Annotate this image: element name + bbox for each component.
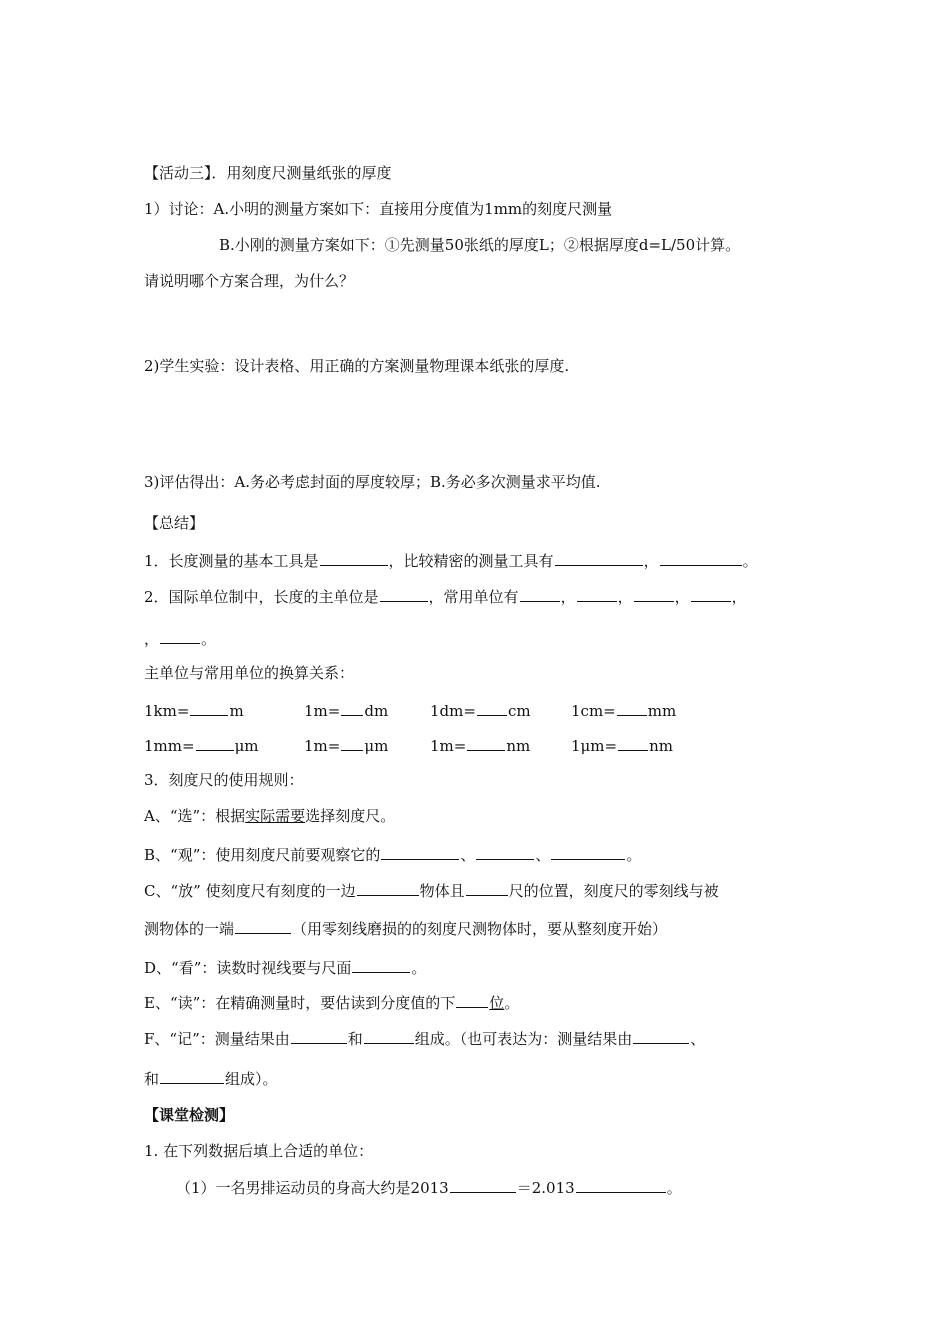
activity3-title: 【活动三】．用刻度尺测量纸张的厚度 [144,164,392,182]
blank-field[interactable] [476,843,534,860]
blank-field[interactable] [235,917,291,934]
activity3-q2: 2)学生实验：设计表格、用正确的方案测量物理课本纸张的厚度. [144,357,570,375]
blank-field[interactable] [357,879,419,896]
rule-text: 组成。（也可表达为：测量结果由 [414,1030,633,1048]
rule-text: D、“看”：读数时视线要与尺面 [144,959,352,977]
rule-text: 选择刻度尺。 [305,807,396,825]
conv-unit: μm [364,737,389,755]
blank-field[interactable] [576,1176,666,1193]
blank-field[interactable] [617,699,647,716]
blank-field[interactable] [291,1027,347,1044]
blank-field[interactable] [456,991,488,1008]
conv-text: 1km= [144,702,190,720]
rule-a [144,806,395,826]
rule-e [144,991,519,1013]
conversion-title: 主单位与常用单位的换算关系： [144,664,355,682]
rule-text: B、“观”：使用刻度尺前要观察它的 [144,846,381,864]
blank-field[interactable] [341,699,363,716]
conv-text: 1m= [304,737,341,755]
blank-field[interactable] [341,734,363,751]
question-text: ＝2.013 [516,1179,575,1197]
conv-unit: mm [647,702,677,720]
period: 。 [666,1179,682,1197]
conversion-m-dm [304,699,388,721]
blank-field[interactable] [450,1176,516,1193]
summary-item-2-text: ，常用单位有 [428,588,519,606]
blank-field[interactable] [364,1027,414,1044]
period: 。 [504,994,520,1012]
activity3-q1: 1）讨论：A.小明的测量方案如下：直接用分度值为1mm的刻度尺测量 [144,200,613,218]
conv-text: 1μm= [571,737,618,755]
rule-text: （用零刻线磨损的的刻度尺测物体时，要从整刻度开始） [292,920,668,938]
summary-item-2-text: 2．国际单位制中，长度的主单位是 [144,588,379,606]
blank-field[interactable] [196,734,234,751]
period: 。 [411,959,427,977]
conv-unit: nm [649,737,673,755]
conv-unit: cm [507,702,531,720]
question-text: （1）一名男排运动员的身高大约是2013 [176,1179,449,1197]
summary-item-1 [144,549,758,571]
blank-field[interactable] [477,699,507,716]
blank-field[interactable] [691,585,731,602]
conv-unit: dm [364,702,389,720]
rule-text: 测物体的一端 [144,920,235,938]
separator: 、 [535,846,551,864]
rule-f [144,1027,705,1049]
activity3-q1-b: B.小刚的测量方案如下：①先测量50张纸的厚度L；②根据厚度d=L/50计算。 [219,236,741,254]
blank-field[interactable] [634,585,674,602]
blank-field[interactable] [352,956,410,973]
conversion-dm-cm [430,699,531,721]
conversion-cm-mm [571,699,676,721]
blank-field[interactable] [190,699,228,716]
summary-item-1-text: ， [643,552,659,570]
blank-field[interactable] [381,843,459,860]
comma: ， [144,630,160,648]
conversion-m-um [304,734,388,756]
blank-field[interactable] [618,734,648,751]
rule-underlined: 实际需要 [245,807,306,825]
check-q1-1 [176,1176,682,1198]
blank-field[interactable] [160,627,200,644]
rule-d [144,956,426,978]
separator: 、 [690,1030,706,1048]
blank-field[interactable] [320,549,388,566]
activity3-q3: 3)评估得出：A.务必考虑封面的厚度较厚；B.务必多次测量求平均值. [144,473,601,491]
rule-text: 和 [347,1030,363,1048]
conv-text: 1cm= [571,702,616,720]
summary-title: 【总结】 [144,514,205,532]
comma: ， [617,588,633,606]
conversion-um-nm [571,734,673,756]
comma: ， [560,588,576,606]
rule-text: 物体且 [419,882,465,900]
blank-field[interactable] [160,1067,224,1084]
rule-b [144,843,641,865]
rule-text: F、“记”：测量结果由 [144,1030,290,1048]
summary-item-1-text: ，比较精密的测量工具有 [388,552,554,570]
conv-text: 1m= [430,737,467,755]
blank-field[interactable] [467,734,505,751]
conv-text: 1mm= [144,737,195,755]
rule-c-cont [144,917,667,939]
rule-text: 和 [144,1070,160,1088]
comma: ， [674,588,690,606]
rule-underlined: 位 [489,994,505,1012]
rule-text: 尺的位置，刻度尺的零刻线与被 [508,882,719,900]
activity3-q1-prompt: 请说明哪个方案合理，为什么？ [144,272,355,290]
conv-text: 1m= [304,702,341,720]
conv-unit: m [229,702,244,720]
summary-item-1-text: 1．长度测量的基本工具是 [144,552,319,570]
conv-text: 1dm= [430,702,476,720]
blank-field[interactable] [555,549,643,566]
period: 。 [201,630,217,648]
summary-item-2-cont [144,627,216,649]
rule-c [144,879,719,901]
rule-text: C、“放” 使刻度尺有刻度的一边 [144,882,356,900]
conversion-m-nm [430,734,530,756]
blank-field[interactable] [660,549,742,566]
conversion-mm-um [144,734,259,756]
summary-item-2 [144,585,747,607]
blank-field[interactable] [520,585,560,602]
rule-text: E、“读”：在精确测量时，要估读到分度值的下 [144,994,456,1012]
check-title: 【课堂检测】 [144,1106,235,1124]
conversion-km-m [144,699,244,721]
check-q1: 1. 在下列数据后填上合适的单位： [144,1142,374,1160]
rule-f-cont [144,1067,278,1089]
rule-text: A、“选”：根据 [144,807,246,825]
rule-text: 组成）。 [225,1070,278,1088]
blank-field[interactable] [633,1027,689,1044]
summary-item-3: 3．刻度尺的使用规则： [144,771,304,789]
blank-field[interactable] [551,843,625,860]
conv-unit: μm [234,737,259,755]
period: 。 [626,846,642,864]
blank-field[interactable] [577,585,617,602]
blank-field[interactable] [380,585,428,602]
separator: 、 [460,846,476,864]
blank-field[interactable] [466,879,508,896]
comma: ， [731,588,747,606]
summary-item-1-text: 。 [742,552,758,570]
conv-unit: nm [506,737,531,755]
